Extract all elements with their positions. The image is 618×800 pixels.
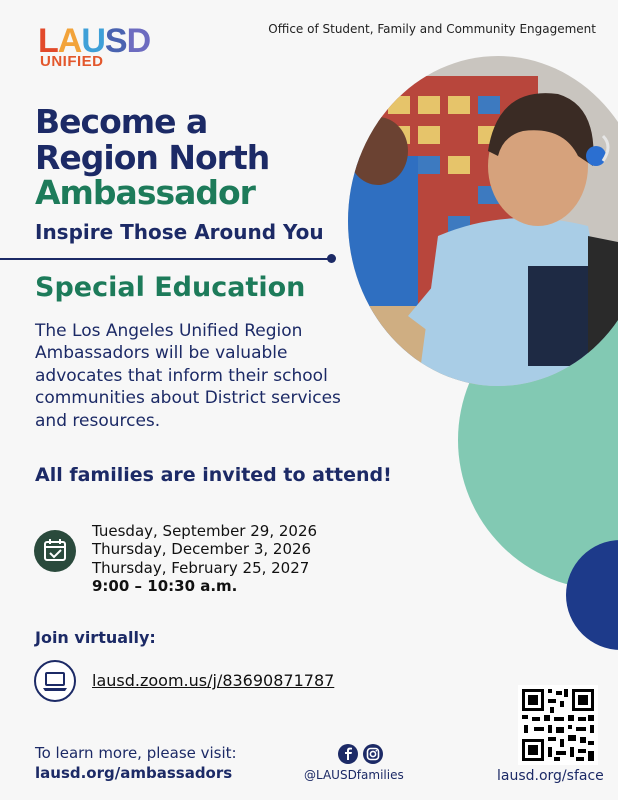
sface-link[interactable]: lausd.org/sface [497,768,604,784]
office-name: Office of Student, Family and Community Engagement [268,22,596,36]
qr-code[interactable] [518,685,598,765]
page-title: Become a Region North Ambassador [35,102,270,213]
zoom-link[interactable]: lausd.zoom.us/j/83690871787 [92,671,335,690]
calendar-check-icon [34,530,76,572]
meeting-dates [92,522,317,596]
social-handle[interactable]: @LAUSDfamilies [304,768,404,782]
intro-paragraph: The Los Angeles Unified Region Ambassadors will be valuable advocates that inform their school communities about District services and resources. [35,321,341,431]
learn-more: To learn more, please visit: lausd.org/ambassadors [35,744,237,782]
join-virtually-label: Join virtually: [35,628,156,647]
lausd-logo [38,24,188,72]
instagram-icon[interactable] [363,744,383,764]
ambassadors-link[interactable]: lausd.org/ambassadors [35,763,233,782]
section-heading: Special Education [35,272,306,303]
date-item: Thursday, December 3, 2026 [92,540,312,559]
social-icons [338,744,388,764]
facebook-icon[interactable] [338,744,358,764]
date-item: Tuesday, September 29, 2026 [92,522,318,540]
logo-subtitle: UNIFIED [40,53,104,70]
logo-wordmark: LAUSD [38,22,151,60]
laptop-icon [34,660,76,702]
meeting-time: 9:00 – 10:30 a.m. [92,577,238,596]
divider-dot [327,254,336,263]
tagline: Inspire Those Around You [35,220,324,244]
date-item: Thursday, February 25, 2027 [92,558,310,577]
divider-line [0,258,330,260]
invite-heading: All families are invited to attend! [35,464,392,486]
